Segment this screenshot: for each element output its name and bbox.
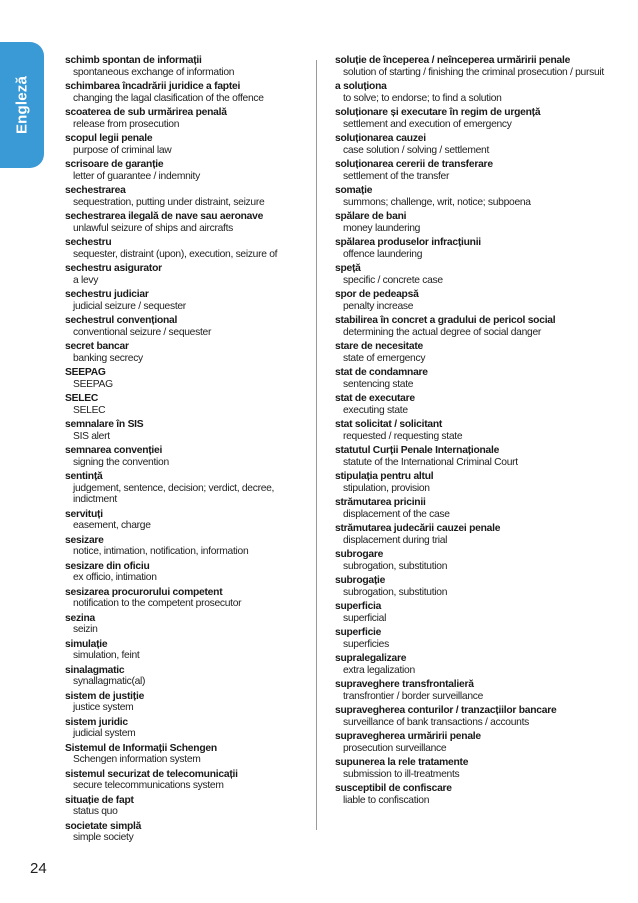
glossary-entry [65, 795, 305, 818]
glossary-term: schimbarea încadrării juridice a faptei [65, 81, 241, 92]
glossary-entry [335, 497, 620, 520]
glossary-definition: sequestration, putting under distraint, seizure [73, 196, 265, 208]
glossary-definition: summons; challenge, writ, notice; subpoena [343, 196, 531, 208]
glossary-definition: signing the convention [73, 456, 169, 468]
glossary-definition: money laundering [343, 222, 421, 234]
glossary-entry [335, 315, 620, 338]
glossary-entry [335, 263, 620, 286]
glossary-entry [335, 627, 620, 650]
glossary-entry [65, 159, 305, 182]
glossary-definition: subrogation, substitution [343, 586, 448, 598]
glossary-definition: penalty increase [343, 300, 414, 312]
glossary-entry [65, 393, 305, 416]
glossary-term: situație de fapt [65, 794, 134, 806]
glossary-entry [335, 601, 620, 624]
language-side-tab [0, 42, 44, 168]
glossary-entry [65, 743, 305, 766]
glossary-definition: sequester, distraint (upon), execution, seizure of [73, 248, 278, 260]
glossary-left-column [65, 55, 305, 847]
glossary-term: speță [335, 263, 361, 274]
glossary-entry [65, 81, 305, 104]
glossary-definition: release from prosecution [73, 118, 180, 130]
glossary-term: superficia [335, 601, 382, 612]
glossary-definition: notice, intimation, notification, information [73, 546, 249, 557]
glossary-entry [335, 679, 620, 702]
glossary-term: spălare de bani [335, 211, 407, 222]
glossary-entry [65, 445, 305, 468]
glossary-term: strămutarea judecării cauzei penale [335, 523, 501, 534]
column-divider [316, 60, 317, 830]
glossary-definition: stipulation, provision [343, 482, 430, 494]
glossary-term: stipulația pentru altul [335, 471, 434, 482]
glossary-entry [335, 783, 620, 806]
glossary-term: superficie [335, 627, 382, 638]
glossary-term: supunerea la rele tratamente [335, 757, 469, 768]
glossary-definition: spontaneous exchange of information [73, 66, 235, 78]
glossary-entry [335, 211, 620, 234]
glossary-definition: displacement of the case [343, 508, 450, 520]
glossary-definition: easement, charge [73, 520, 151, 531]
glossary-entry [65, 107, 305, 130]
glossary-entry [65, 341, 305, 364]
glossary-definition: status quo [73, 806, 118, 817]
glossary-entry [335, 757, 620, 780]
glossary-definition: judicial seizure / sequester [73, 300, 186, 312]
glossary-definition: offence laundering [343, 248, 423, 260]
glossary-term: sistem de justiție [65, 690, 145, 702]
glossary-definition: simple society [73, 832, 134, 843]
glossary-term: strămutarea pricinii [335, 497, 426, 508]
glossary-term: supralegalizare [335, 653, 407, 664]
glossary-definition: secure telecommunications system [73, 780, 224, 791]
glossary-entry [335, 55, 620, 78]
glossary-entry [65, 717, 305, 740]
glossary-term: soluționarea cauzei [335, 133, 426, 144]
glossary-entry [65, 691, 305, 714]
glossary-term: sistem juridic [65, 716, 128, 728]
glossary-definition: surveillance of bank transactions / accounts [343, 716, 529, 728]
glossary-entry [335, 445, 620, 468]
glossary-entry [65, 419, 305, 442]
glossary-definition: sentencing state [343, 378, 414, 390]
glossary-term: somație [335, 185, 373, 196]
glossary-entry [65, 639, 305, 662]
glossary-definition: submission to ill-treatments [343, 768, 460, 780]
glossary-term: SELEC [65, 393, 99, 404]
glossary-entry [65, 535, 305, 558]
glossary-entry [335, 471, 620, 494]
glossary-term: sesizare [65, 534, 104, 546]
glossary-definition: executing state [343, 404, 408, 416]
glossary-term: supravegherea urmăririi penale [335, 731, 481, 742]
glossary-entry [65, 471, 305, 506]
glossary-term: sechestrarea ilegală de nave sau aeronave [65, 211, 264, 222]
glossary-definition: purpose of criminal law [73, 144, 172, 156]
glossary-entry [335, 81, 620, 104]
glossary-entry [65, 613, 305, 636]
glossary-definition: state of emergency [343, 352, 426, 364]
glossary-entry [65, 263, 305, 286]
glossary-definition: changing the lagal clasification of the offence [73, 92, 264, 104]
glossary-entry [335, 523, 620, 546]
glossary-definition: banking secrecy [73, 352, 143, 364]
glossary-definition: SIS alert [73, 430, 110, 442]
glossary-definition: settlement and execution of emergency [343, 118, 512, 130]
glossary-entry [65, 561, 305, 584]
glossary-right-column [335, 55, 620, 809]
glossary-definition: Schengen information system [73, 754, 201, 765]
glossary-term: sechestru judiciar [65, 289, 149, 300]
glossary-term: soluționarea cererii de transferare [335, 159, 493, 170]
glossary-definition: specific / concrete case [343, 274, 443, 286]
glossary-definition: conventional seizure / sequester [73, 326, 212, 338]
glossary-term: statutul Curții Penale Internaționale [335, 445, 500, 456]
glossary-definition: prosecution surveillance [343, 742, 447, 754]
glossary-term: spălarea produselor infracțiunii [335, 237, 481, 248]
glossary-entry [65, 211, 305, 234]
glossary-term: sechestru asigurator [65, 263, 162, 274]
glossary-term: semnalare în SIS [65, 419, 144, 430]
glossary-term: scrisoare de garanție [65, 159, 164, 170]
glossary-definition: seizin [73, 624, 98, 635]
glossary-term: simulație [65, 638, 108, 650]
glossary-term: sechestrul convențional [65, 315, 178, 326]
glossary-term: semnarea convenției [65, 445, 163, 456]
glossary-entry [335, 549, 620, 572]
glossary-entry [65, 289, 305, 312]
glossary-term: stat solicitat / solicitant [335, 419, 443, 430]
page-number: 24 [30, 860, 47, 877]
glossary-entry [65, 55, 305, 78]
glossary-definition: determining the actual degree of social danger [343, 326, 541, 338]
glossary-entry [335, 237, 620, 260]
glossary-term: stabilirea în concret a gradului de pericol social [335, 315, 556, 326]
glossary-entry [335, 341, 620, 364]
glossary-entry [65, 587, 305, 610]
glossary-term: a soluționa [335, 81, 387, 92]
glossary-term: stat de condamnare [335, 367, 428, 378]
glossary-definition: to solve; to endorse; to find a solution [343, 92, 502, 104]
glossary-entry [335, 731, 620, 754]
glossary-definition: transfrontier / border surveillance [343, 690, 484, 702]
glossary-term: schimb spontan de informații [65, 55, 202, 66]
glossary-entry [335, 289, 620, 312]
glossary-definition: settlement of the transfer [343, 170, 450, 182]
glossary-entry [335, 159, 620, 182]
glossary-definition: notification to the competent prosecutor [73, 598, 242, 609]
glossary-definition: displacement during trial [343, 534, 448, 546]
glossary-entry [335, 419, 620, 442]
glossary-definition: requested / requesting state [343, 430, 463, 442]
glossary-entry [65, 665, 305, 688]
glossary-entry [335, 133, 620, 156]
glossary-entry [65, 315, 305, 338]
glossary-definition: synallagmatic(al) [73, 676, 146, 687]
glossary-term: societate simplă [65, 820, 142, 832]
glossary-definition: judicial system [73, 728, 136, 739]
glossary-term: soluție de începerea / neînceperea urmăririi penale [335, 55, 571, 66]
glossary-definition: SELEC [73, 404, 106, 416]
glossary-term: spor de pedeapsă [335, 289, 419, 300]
glossary-term: scopul legii penale [65, 133, 153, 144]
glossary-term: subrogare [335, 549, 384, 560]
glossary-term: stat de executare [335, 393, 415, 404]
glossary-term: sechestru [65, 237, 112, 248]
glossary-entry [335, 575, 620, 598]
language-label: Engleză [13, 75, 31, 135]
glossary-term: sistemul securizat de telecomunicații [65, 768, 238, 780]
glossary-definition: simulation, feint [73, 650, 140, 661]
glossary-term: scoaterea de sub urmărirea penală [65, 107, 227, 118]
glossary-definition: justice system [73, 702, 134, 713]
glossary-definition: liable to confiscation [343, 794, 430, 806]
glossary-entry [65, 185, 305, 208]
glossary-term: sentință [65, 471, 103, 482]
glossary-term: stare de necesitate [335, 341, 423, 352]
glossary-definition: case solution / solving / settlement [343, 144, 490, 156]
glossary-entry [65, 237, 305, 260]
glossary-term: sesizare din oficiu [65, 560, 150, 572]
glossary-definition: extra legalization [343, 664, 415, 676]
glossary-term: SEEPAG [65, 367, 106, 378]
glossary-term: soluționare și executare în regim de urgență [335, 107, 541, 118]
glossary-entry [65, 133, 305, 156]
glossary-term: susceptibil de confiscare [335, 783, 452, 794]
glossary-entry [335, 367, 620, 390]
glossary-term: subrogație [335, 575, 386, 586]
glossary-term: sezina [65, 612, 95, 624]
glossary-term: supravegherea conturilor / tranzacțiilor bancare [335, 705, 557, 716]
glossary-term: sinalagmatic [65, 664, 125, 676]
glossary-term: sechestrarea [65, 185, 126, 196]
glossary-entry [65, 821, 305, 844]
glossary-entry [335, 393, 620, 416]
glossary-entry [65, 509, 305, 532]
glossary-definition: letter of guarantee / indemnity [73, 170, 200, 182]
glossary-definition: superficial [343, 612, 387, 624]
glossary-term: secret bancar [65, 341, 129, 352]
glossary-definition: SEEPAG [73, 378, 113, 390]
glossary-definition: ex officio, intimation [73, 572, 157, 583]
glossary-definition: judgement, sentence, decision; verdict, decree, indictment [73, 482, 275, 505]
glossary-definition: unlawful seizure of ships and aircrafts [73, 222, 233, 234]
glossary-term: supraveghere transfrontalieră [335, 679, 474, 690]
glossary-entry [335, 107, 620, 130]
glossary-entry [65, 769, 305, 792]
glossary-entry [335, 185, 620, 208]
glossary-entry [335, 653, 620, 676]
glossary-definition: superficies [343, 638, 389, 650]
glossary-term: servituți [65, 508, 103, 520]
glossary-definition: statute of the International Criminal Court [343, 456, 518, 468]
glossary-definition: solution of starting / finishing the criminal prosecution / pursuit [343, 66, 604, 78]
glossary-entry [65, 367, 305, 390]
glossary-definition: subrogation, substitution [343, 560, 448, 572]
glossary-definition: a levy [73, 274, 99, 286]
glossary-term: sesizarea procurorului competent [65, 586, 223, 598]
glossary-entry [335, 705, 620, 728]
glossary-term: Sistemul de Informații Schengen [65, 742, 217, 754]
